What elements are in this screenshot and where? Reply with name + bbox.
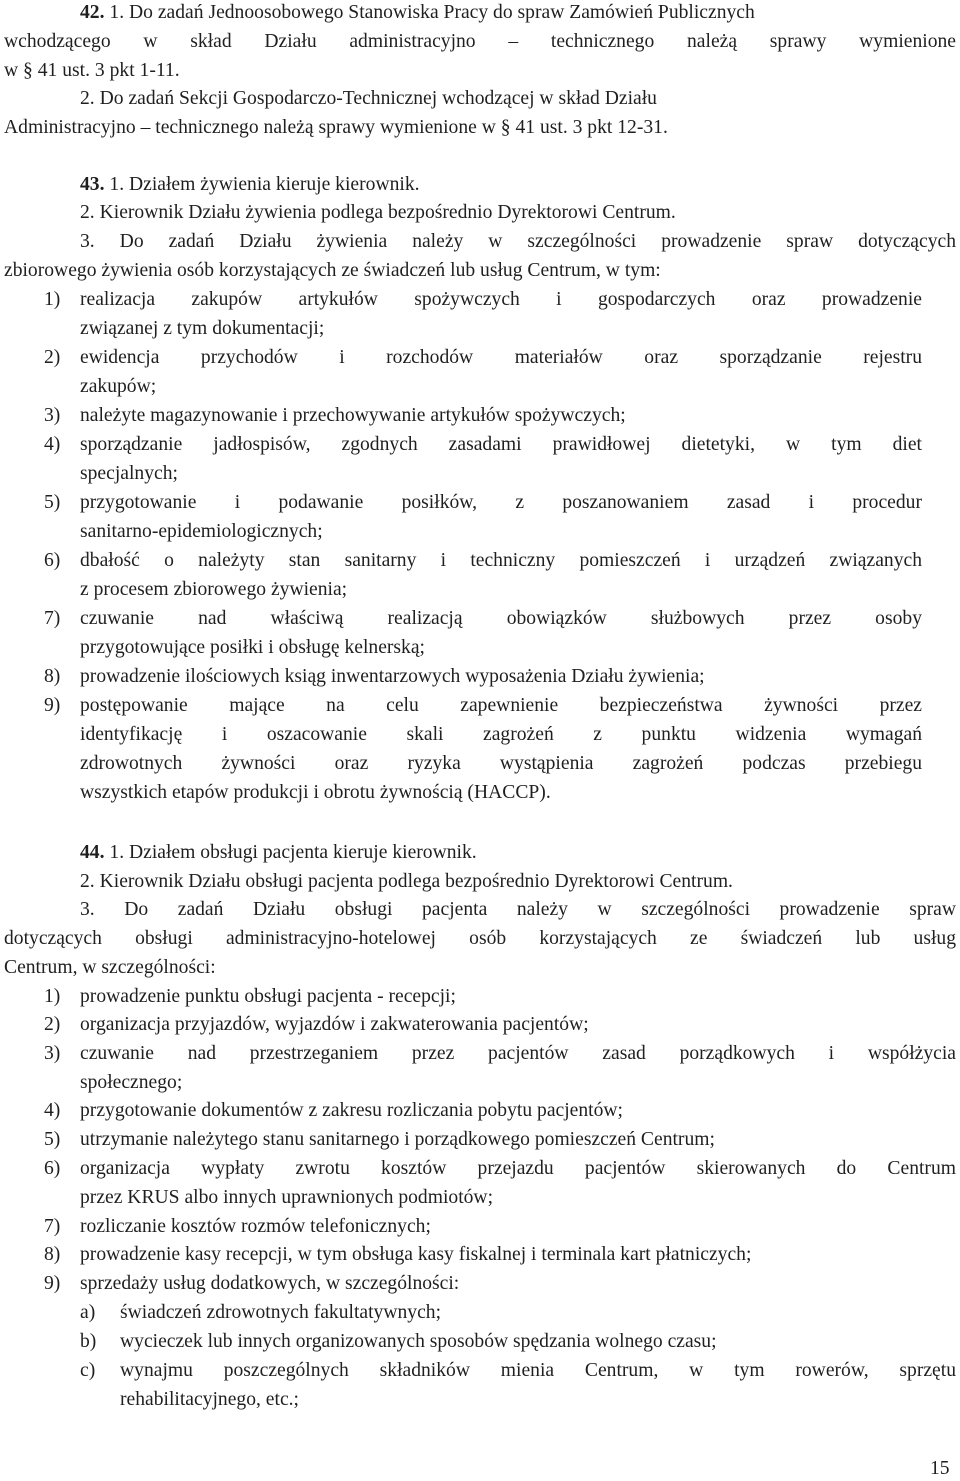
list-item-number: c) — [80, 1360, 96, 1381]
list-item-text: prowadzenie ilościowych ksiąg inwentarzowych wyposażenia Działu żywienia; — [80, 666, 705, 687]
list-item-number: b) — [80, 1331, 97, 1352]
list-item-number: 7) — [44, 1216, 61, 1237]
list-item-number: 2) — [44, 347, 61, 368]
section-number-43: 43. — [80, 174, 105, 195]
list-item-text: przygotowujące posiłki i obsługę kelnerską; — [80, 637, 425, 658]
list-item-text: przygotowanie dokumentów z zakresu rozliczania pobytu pacjentów; — [80, 1100, 623, 1121]
paragraph-44-1 — [80, 840, 477, 866]
paragraph-43-1 — [80, 172, 420, 198]
list-item-number: 4) — [44, 1100, 61, 1121]
list-item-text: z procesem zbiorowego żywienia; — [80, 579, 348, 600]
list-item-number: 3) — [44, 405, 61, 426]
list-item-text: rehabilitacyjnego, etc.; — [120, 1389, 299, 1410]
list-item-text: zakupów; — [80, 376, 157, 397]
list-item-text: organizacja przyjazdów, wyjazdów i zakwaterowania pacjentów; — [80, 1014, 589, 1035]
paragraph-text: w § 41 ust. 3 pkt 1-11. — [4, 60, 180, 81]
list-item-number: 9) — [44, 1273, 61, 1294]
list-item-text: organizacja wypłaty zwrotu kosztów przejazdu pacjentów skierowanych do Centrum — [80, 1158, 956, 1179]
paragraph-text: Administracyjno – technicznego należą sprawy wymienione w § 41 ust. 3 pkt 12-31. — [4, 117, 668, 138]
list-item-number: 5) — [44, 1129, 61, 1150]
paragraph-text: zbiorowego żywienia osób korzystających ze świadczeń lub usług Centrum, w tym: — [4, 260, 661, 281]
paragraph-text: 2. Kierownik Działu obsługi pacjenta podlega bezpośrednio Dyrektorowi Centrum. — [80, 871, 733, 892]
paragraph-text: Do zadań Sekcji Gospodarczo-Technicznej wchodzącej w skład Działu — [99, 88, 657, 109]
list-item-text: prowadzenie punktu obsługi pacjenta - recepcji; — [80, 986, 456, 1007]
list-item-text: utrzymanie należytego stanu sanitarnego i porządkowego pomieszczeń Centrum; — [80, 1129, 715, 1150]
paragraph-label: 1. — [109, 2, 125, 23]
list-item-number: a) — [80, 1302, 96, 1323]
list-item-text: związanej z tym dokumentacji; — [80, 318, 325, 339]
paragraph-42-line-1 — [80, 0, 957, 26]
list-item-text: przygotowanie i podawanie posiłków, z poszanowaniem zasad i procedur — [80, 492, 922, 513]
list-item-text: społecznego; — [80, 1072, 183, 1093]
list-item-text: wycieczek lub innych organizowanych sposobów spędzania wolnego czasu; — [120, 1331, 717, 1352]
paragraph-text: wchodzącego w skład Działu administracyjno – technicznego należą sprawy wymienione — [4, 31, 956, 52]
paragraph-42-2 — [80, 86, 957, 112]
list-item-number: 6) — [44, 1158, 61, 1179]
paragraph-text: 1. Działem żywienia kieruje kierownik. — [109, 174, 420, 195]
paragraph-text: 3. Do zadań Działu żywienia należy w szczególności prowadzenie spraw dotyczących — [80, 231, 956, 252]
list-item-number: 4) — [44, 434, 61, 455]
paragraph-text: dotyczących obsługi administracyjno-hotelowej osób korzystających ze świadczeń lub usług — [4, 928, 956, 949]
list-item-text: należyte magazynowanie i przechowywanie artykułów spożywczych; — [80, 405, 626, 426]
paragraph-text: 1. Działem obsługi pacjenta kieruje kierownik. — [109, 842, 477, 863]
list-item-number: 1) — [44, 289, 61, 310]
list-item-text: identyfikację i oszacowanie skali zagrożeń z punktu widzenia wymagań — [80, 724, 922, 745]
list-item-text: przez KRUS albo innych uprawnionych podmiotów; — [80, 1187, 494, 1208]
list-item-text: ewidencja przychodów i rozchodów materiałów oraz sporządzanie rejestru — [80, 347, 922, 368]
list-item-text: sprzedaży usług dodatkowych, w szczególności: — [80, 1273, 460, 1294]
list-item-text: wynajmu poszczególnych składników mienia Centrum, w tym rowerów, sprzętu — [120, 1360, 956, 1381]
paragraph-text: 2. Kierownik Działu żywienia podlega bezpośrednio Dyrektorowi Centrum. — [80, 202, 676, 223]
list-item-text: rozliczanie kosztów rozmów telefonicznych; — [80, 1216, 431, 1237]
paragraph-text: Do zadań Jednoosobowego Stanowiska Pracy do spraw Zamówień Publicznych — [129, 2, 755, 23]
list-item-text: czuwanie nad przestrzeganiem przez pacjentów zasad porządkowych i współżycia — [80, 1043, 956, 1064]
list-item-text: wszystkich etapów produkcji i obrotu żywnością (HACCP). — [80, 782, 551, 803]
paragraph-text: Centrum, w szczególności: — [4, 957, 216, 978]
paragraph-text: 3. Do zadań Działu obsługi pacjenta należy w szczególności prowadzenie spraw — [80, 899, 956, 920]
list-item-number: 8) — [44, 666, 61, 687]
list-item-text: sporządzanie jadłospisów, zgodnych zasadami prawidłowej dietetyki, w tym diet — [80, 434, 922, 455]
list-item-number: 9) — [44, 695, 61, 716]
list-item-number: 7) — [44, 608, 61, 629]
list-item-number: 6) — [44, 550, 61, 571]
list-item-text: dbałość o należyty stan sanitarny i techniczny pomieszczeń i urządzeń związanych — [80, 550, 922, 571]
list-item-number: 1) — [44, 986, 61, 1007]
list-item-number: 3) — [44, 1043, 61, 1064]
list-item-text: realizacja zakupów artykułów spożywczych i gospodarczych oraz prowadzenie — [80, 289, 922, 310]
section-number-44: 44. — [80, 842, 105, 863]
list-item-text: zdrowotnych żywności oraz ryzyka wystąpienia zagrożeń podczas przebiegu — [80, 753, 922, 774]
list-item-number: 2) — [44, 1014, 61, 1035]
section-number-42: 42. — [80, 2, 105, 23]
list-item-text: prowadzenie kasy recepcji, w tym obsługa kasy fiskalnej i terminala kart płatniczych; — [80, 1244, 752, 1265]
list-item-text: czuwanie nad właściwą realizacją obowiązków służbowych przez osoby — [80, 608, 922, 629]
list-item-text: specjalnych; — [80, 463, 178, 484]
list-item-number: 5) — [44, 492, 61, 513]
list-item-text: sanitarno-epidemiologicznych; — [80, 521, 323, 542]
paragraph-label: 2. — [80, 88, 95, 109]
page-number: 15 — [930, 1458, 950, 1479]
list-item-number: 8) — [44, 1244, 61, 1265]
list-item-text: świadczeń zdrowotnych fakultatywnych; — [120, 1302, 442, 1323]
list-item-text: postępowanie mające na celu zapewnienie bezpieczeństwa żywności przez — [80, 695, 922, 716]
